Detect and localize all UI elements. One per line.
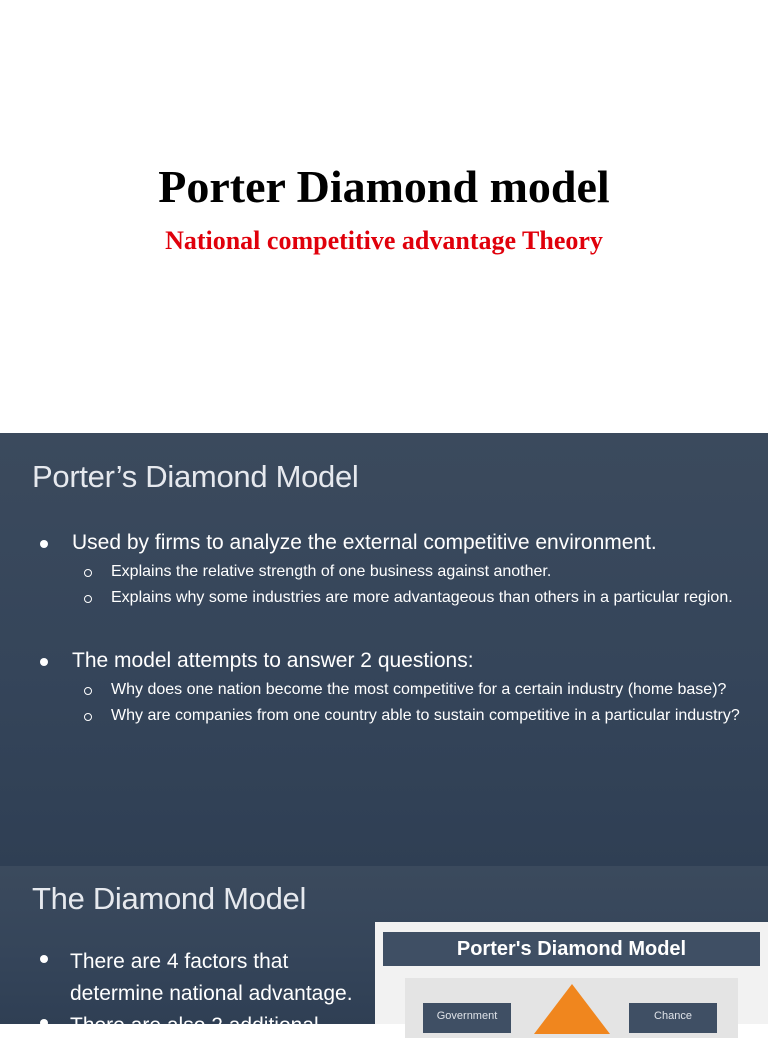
slide-title: Porter’s Diamond Model [32,459,359,494]
slide-the-diamond-model [0,866,768,1037]
figure-heading: Porter's Diamond Model [383,932,760,966]
title-page [0,0,768,433]
sub-bullet-ring-icon [84,713,92,721]
sub-bullet-text: Explains why some industries are more advantageous than others in a particular region. [111,589,733,606]
bullet-text: The model attempts to answer 2 questions: [72,649,474,672]
sub-bullet-ring-icon [84,595,92,603]
sub-bullet-text: Why does one nation become the most competitive for a certain industry (home base)? [111,681,727,698]
sub-bullet-text: Why are companies from one country able to sustain competitive in a particular industry? [111,707,740,724]
slide-title: The Diamond Model [32,881,307,916]
bullet-line: There are 4 factors that [70,950,289,973]
bullet-line: There are also 2 additional [70,1014,319,1037]
diamond-triangle-icon [534,984,610,1034]
bullet-text [70,946,353,1010]
bullet-dot-icon [40,658,48,666]
sub-bullet-text: Explains the relative strength of one business against another. [111,563,552,580]
bullet-line: determine national advantage. [70,982,353,1005]
sub-bullet-ring-icon [84,687,92,695]
document-subtitle: National competitive advantage Theory [165,226,603,255]
government-box: Government [423,1003,511,1033]
bullet-dot-icon [40,540,48,548]
slide-porters-diamond-model [0,433,768,866]
sub-bullet-ring-icon [84,569,92,577]
bullet-text: Used by firms to analyze the external competitive environment. [72,531,657,554]
document-title: Porter Diamond model [158,161,610,212]
bullet-dot-icon [40,955,48,963]
bullet-dot-icon [40,1019,48,1027]
diamond-model-figure [375,922,768,1024]
chance-box: Chance [629,1003,717,1033]
